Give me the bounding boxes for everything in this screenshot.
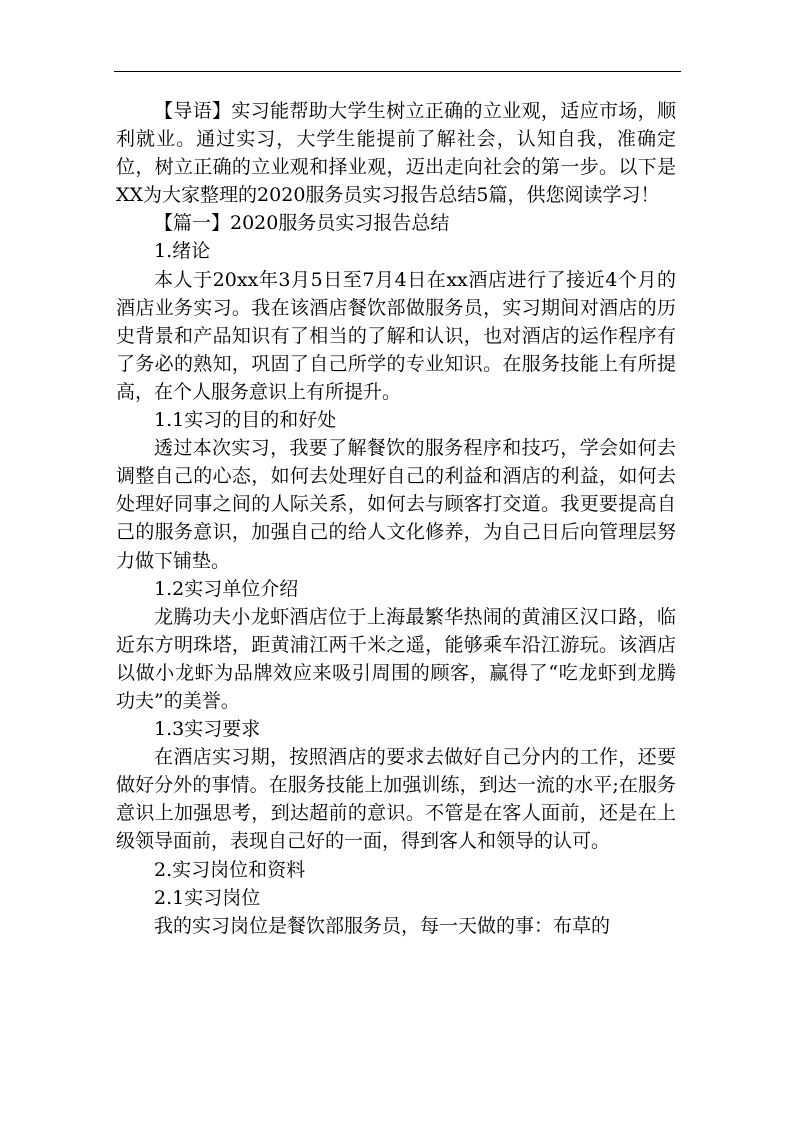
heading-purpose: 1.1实习的目的和好处 bbox=[154, 409, 337, 432]
heading-requirements: 1.3实习要求 bbox=[154, 718, 261, 741]
paragraph-company: 龙腾功夫小龙虾酒店位于上海最繁华热闹的黄浦区汉口路，临近东方明珠塔，距黄浦江两千米之遥，能够乘车沿江游玩。该酒店以做小龙虾为品牌效应来吸引周围的顾客，赢得了“吃龙虾到龙腾功夫”的美誉。 bbox=[116, 605, 676, 712]
section-title-part-one: 【篇一】2020服务员实习报告总结 bbox=[154, 212, 450, 235]
heading-position: 2.1实习岗位 bbox=[154, 886, 261, 909]
intro-paragraph: 【导语】实习能帮助大学生树立正确的立业观，适应市场，顺利就业。通过实习，大学生能提前了解社会，认知自我，准确定位，树立正确的立业观和择业观，迈出走向社会的第一步。以下是XX为大家整理的2020服务员实习报告总结5篇，供您阅读学习！ bbox=[116, 100, 676, 207]
paragraph-purpose: 透过本次实习，我要了解餐饮的服务程序和技巧，学会如何去调整自己的心态，如何去处理好自己的利益和酒店的利益，如何去处理好同事之间的人际关系，如何去与顾客打交道。我更要提高自己的服务意识，加强自己的给人文化修养，为自己日后向管理层努力做下铺垫。 bbox=[116, 437, 676, 572]
paragraph-introduction: 本人于20xx年3月5日至7月4日在xx酒店进行了接近4个月的酒店业务实习。我在该酒店餐饮部做服务员，实习期间对酒店的历史背景和产品知识有了相当的了解和认识，也对酒店的运作程序有了务必的熟知，巩固了自己所学的专业知识。在服务技能上有所提高，在个人服务意识上有所提升。 bbox=[116, 268, 676, 403]
paragraph-position: 我的实习岗位是餐饮部服务员，每一天做的事：布草的 bbox=[154, 914, 611, 937]
heading-position-and-materials: 2.实习岗位和资料 bbox=[154, 858, 306, 881]
paragraph-requirements: 在酒店实习期，按照酒店的要求去做好自己分内的工作，还要做好分外的事情。在服务技能上加强训练，到达一流的水平;在服务意识上加强思考，到达超前的意识。不管是在客人面前，还是在上级领导面前，表现自己好的一面，得到客人和领导的认可。 bbox=[116, 746, 676, 853]
heading-company: 1.2实习单位介绍 bbox=[154, 577, 299, 600]
heading-introduction: 1.绪论 bbox=[154, 240, 211, 263]
header-rule bbox=[114, 71, 681, 72]
document-body bbox=[116, 97, 676, 940]
